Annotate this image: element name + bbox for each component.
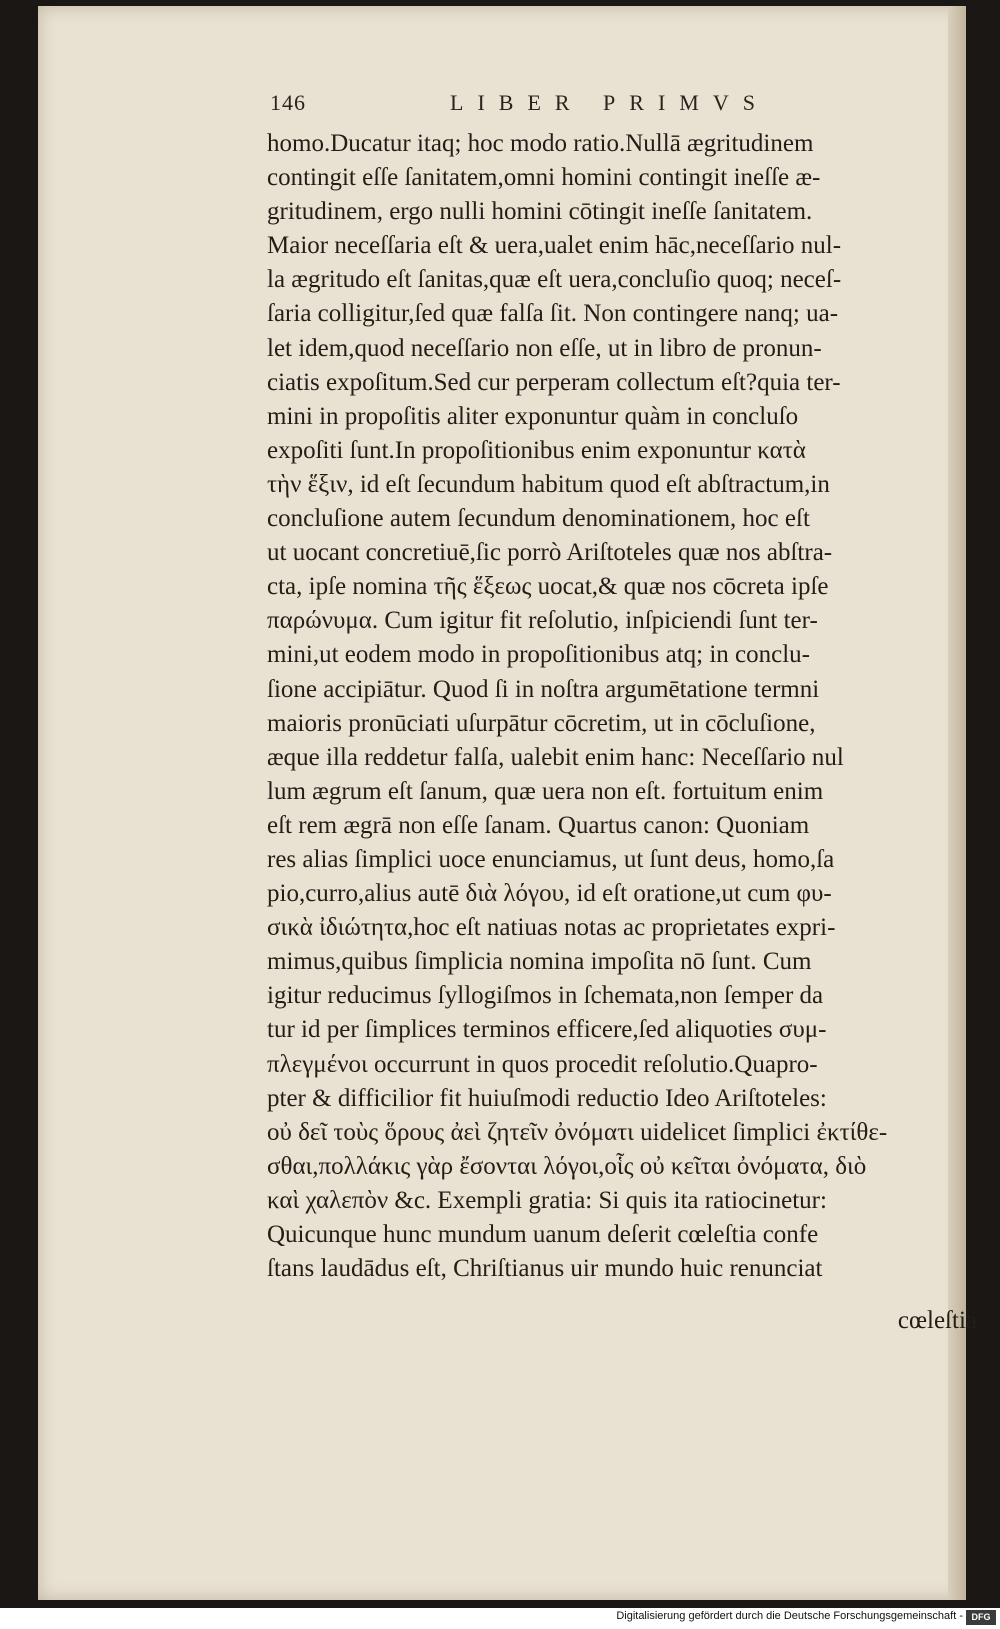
text-line: πλεγμένοι occurrunt in quos procedit reſolutio.Quapro- <box>267 1050 818 1078</box>
digitization-footer <box>0 1608 1000 1629</box>
text-line: ſaria colligitur,ſed quæ falſa ſit. Non contingere nanq; ua- <box>267 300 839 328</box>
text-line: ſtans laudādus eſt, Chriſtianus uir mundo huic renunciat <box>267 1255 823 1283</box>
text-line: τὴν ἕξιν, id eſt ſecundum habitum quod eſt abſtractum,in <box>267 470 830 498</box>
text-line: homo.Ducatur itaq; hoc modo ratio.Nullā ægritudinem <box>267 130 814 157</box>
page-gutter-edge <box>948 6 966 1600</box>
text-line: οὐ δεῖ τοὺς ὅρους ἀεὶ ζητεῖν ὀνόματι uidelicet ſimplici ἐκτίθε- <box>267 1118 888 1146</box>
text-line: Quicunque hunc mundum uanum deſerit cœleſtia confe <box>267 1221 819 1248</box>
text-line: let idem,quod neceſſario non eſſe, ut in libro de pronun- <box>267 334 822 362</box>
text-line: lum ægrum eſt ſanum, quæ uera non eſt. fortuitum enim <box>267 777 824 805</box>
text-line: σθαι,πολλάκις γὰρ ἔσονται λόγοι,οἷς οὐ κεῖται ὀνόματα, διὸ <box>267 1152 867 1180</box>
text-line: expoſiti ſunt.In propoſitionibus enim exponuntur κατὰ <box>267 436 806 464</box>
text-line: pter & difficilior fit huiuſmodi reductio Ideo Ariſtoteles: <box>267 1084 827 1112</box>
text-line: maioris pronūciati uſurpātur cōcretim, ut in cōcluſione, <box>267 709 816 737</box>
text-line: ciatis expoſitum.Sed cur perperam collectum eſt?quia ter- <box>267 368 841 396</box>
text-line: ut uocant concretiuē,ſic porrò Ariſtoteles quæ nos abſtra- <box>267 539 833 567</box>
text-line: Maior neceſſaria eſt & uera,ualet enim hāc,neceſſario nul- <box>267 232 842 260</box>
text-line: ſione accipiātur. Quod ſi in noſtra argumētatione termni <box>267 675 820 703</box>
running-head: LIBER PRIMVS <box>450 90 769 115</box>
text-line: cta, ipſe nomina τῆς ἕξεως uocat,& quæ nos cōcreta ipſe <box>267 573 829 601</box>
page-header <box>270 90 830 120</box>
text-line: σικὰ ἰδιώτητα,hoc eſt natiuas notas ac proprietates expri- <box>267 914 836 942</box>
text-line: æque illa reddetur falſa, ualebit enim hanc: Neceſſario nul <box>267 743 844 771</box>
text-line: καὶ χαλεπὸν &c. Exempli gratia: Si quis ita ratiocinetur: <box>267 1186 827 1214</box>
text-line: la ægritudo eſt ſanitas,quæ eſt uera,concluſio quoq; neceſ- <box>267 266 842 294</box>
text-line: tur id per ſimplices terminos efficere,ſed aliquoties συμ- <box>267 1016 827 1044</box>
text-line: gritudinem, ergo nulli homini cōtingit ineſſe ſanitatem. <box>267 198 813 226</box>
page-number: 146 <box>270 90 306 115</box>
text-line: mimus,quibus ſimplicia nomina impoſita nō ſunt. Cum <box>267 948 812 976</box>
catchword: cœleſtia <box>897 1307 977 1334</box>
main-text-block <box>267 127 899 1286</box>
text-line: mini in propoſitis aliter exponuntur quàm in concluſo <box>267 402 799 430</box>
text-line: concluſione autem ſecundum denominationem, hoc eſt <box>267 505 810 533</box>
text-line: res alias ſimplici uoce enunciamus, ut ſunt deus, homo,ſa <box>267 845 835 873</box>
text-line: igitur reducimus ſyllogiſmos in ſchemata,non ſemper da <box>267 982 824 1010</box>
funding-credit: Digitalisierung gefördert durch die Deutsche Forschungsgemeinschaft - <box>616 1610 963 1622</box>
dfg-logo-icon: DFG <box>966 1610 996 1625</box>
text-line: παρώνυμα. Cum igitur fit reſolutio, inſpiciendi ſunt ter- <box>267 607 818 635</box>
text-line: pio,curro,alius autē διὰ λόγου, id eſt oratione,ut cum φυ- <box>267 880 832 908</box>
text-line: mini,ut eodem modo in propoſitionibus atq; in conclu- <box>267 641 810 669</box>
text-line: eſt rem ægrā non eſſe ſanam. Quartus canon: Quoniam <box>267 811 810 839</box>
text-line: contingit eſſe ſanitatem,omni homini contingit ineſſe æ- <box>267 164 821 192</box>
